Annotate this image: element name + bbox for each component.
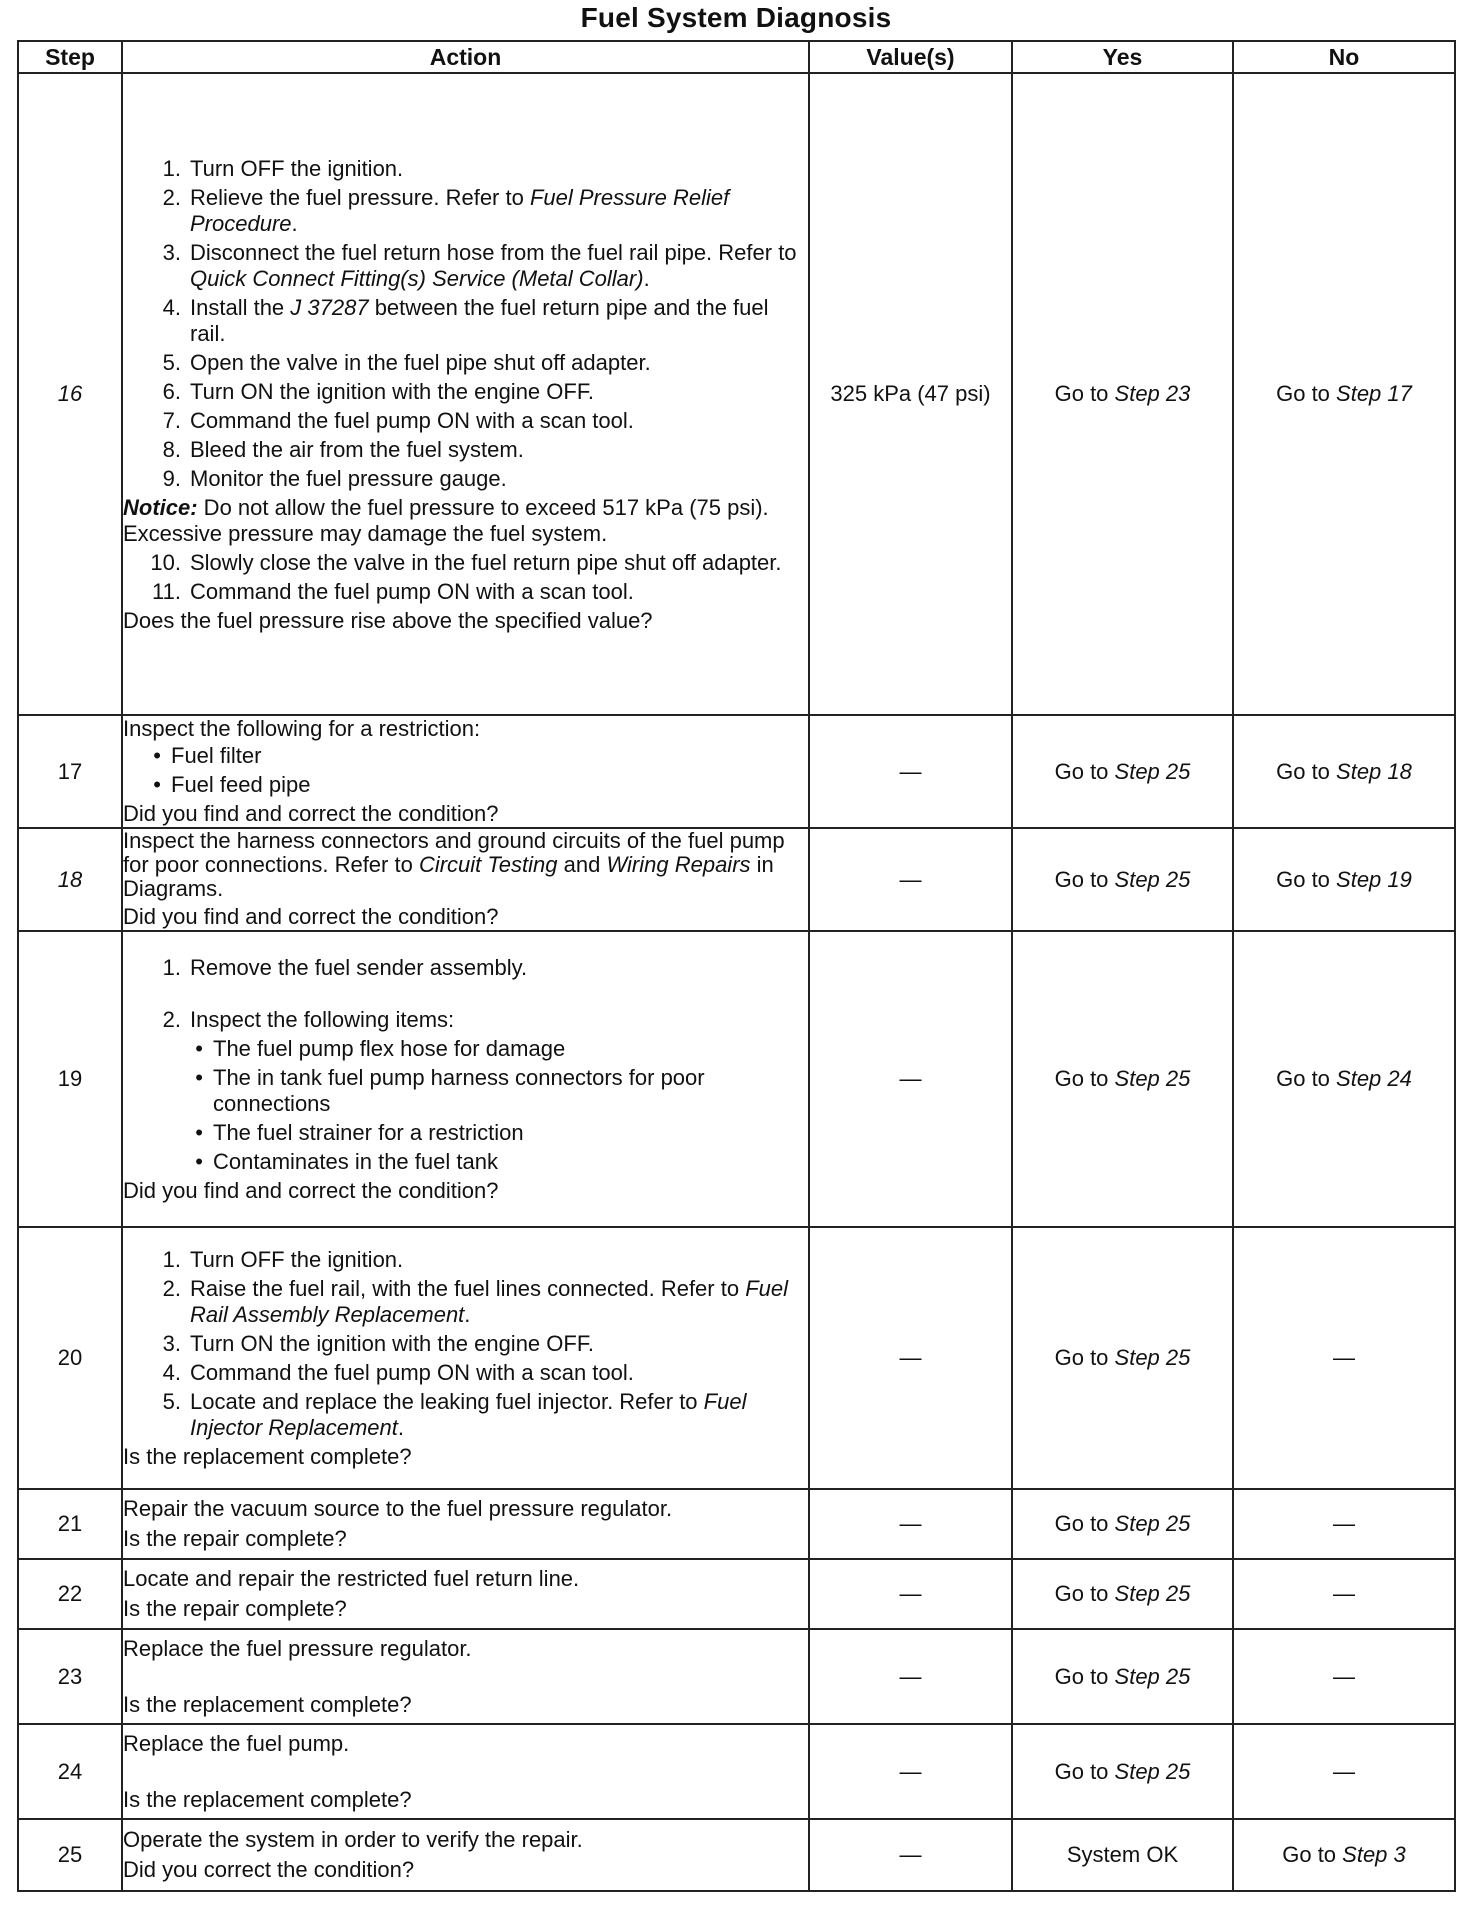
action-cell — [122, 828, 809, 931]
table-row-step-24 — [18, 1724, 1455, 1819]
list-item: 1. Remove the fuel sender assembly. — [162, 955, 528, 980]
no-cell: — — [1233, 1629, 1455, 1724]
list-item: 2. Raise the fuel rail, with the fuel lines connected. Refer to Fuel Rail Assembly Replacement. — [162, 1276, 788, 1327]
yes-cell: Go to Step 25 — [1012, 828, 1233, 931]
no-cell: — — [1233, 1227, 1455, 1489]
yes-cell: Go to Step 25 — [1012, 931, 1233, 1227]
no-cell: Go to Step 19 — [1233, 828, 1455, 931]
list-item: 2. Relieve the fuel pressure. Refer to Fuel Pressure Relief Procedure. — [162, 184, 730, 236]
list-item: 2. Inspect the following items: — [162, 1007, 455, 1032]
header-values: Value(s) — [809, 41, 1012, 73]
header-action: Action — [122, 41, 809, 73]
yes-cell: Go to Step 25 — [1012, 715, 1233, 828]
value-cell: — — [809, 715, 1012, 828]
value-cell: — — [809, 828, 1012, 931]
action-text: Locate and repair the restricted fuel return line. — [123, 1566, 580, 1591]
step-number: 19 — [18, 931, 122, 1227]
action-text: Repair the vacuum source to the fuel pressure regulator. — [123, 1496, 673, 1521]
header-yes: Yes — [1012, 41, 1233, 73]
list-item: 10. Slowly close the valve in the fuel return pipe shut off adapter. — [150, 549, 782, 575]
action-text: Replace the fuel pressure regulator. — [123, 1635, 472, 1661]
step-number: 17 — [18, 715, 122, 828]
list-item: 11. Command the fuel pump ON with a scan tool. — [152, 578, 634, 604]
no-cell: Go to Step 3 — [1233, 1819, 1455, 1891]
action-cell — [122, 1819, 809, 1891]
list-item: • The fuel strainer for a restriction — [195, 1120, 524, 1145]
step-number: 21 — [18, 1489, 122, 1559]
no-cell: Go to Step 24 — [1233, 931, 1455, 1227]
value-cell: — — [809, 1559, 1012, 1629]
header-row — [18, 41, 1455, 73]
action-text: Inspect the harness connectors and ground circuits of the fuel pump for poor connections. Refer to Circuit Testing and Wiring Repairs in Diagrams. — [123, 828, 785, 901]
no-cell: Go to Step 18 — [1233, 715, 1455, 828]
table-row-step-25 — [18, 1819, 1455, 1891]
table-row-step-18 — [18, 828, 1455, 931]
question-text: Is the replacement complete? — [123, 1444, 412, 1469]
list-item: 1. Turn OFF the ignition. — [162, 1247, 404, 1272]
action-cell — [122, 1227, 809, 1489]
action-text: Operate the system in order to verify the repair. — [123, 1827, 583, 1852]
list-item: 4. Command the fuel pump ON with a scan tool. — [162, 1360, 634, 1385]
list-item: • The in tank fuel pump harness connectors for poor connections — [195, 1065, 705, 1116]
table-row-step-20 — [18, 1227, 1455, 1489]
table-row-step-22 — [18, 1559, 1455, 1629]
list-item: 5. Open the valve in the fuel pipe shut off adapter. — [162, 349, 651, 375]
list-item: 5. Locate and replace the leaking fuel injector. Refer to Fuel Injector Replacement. — [162, 1389, 747, 1440]
yes-cell: Go to Step 23 — [1012, 73, 1233, 715]
question-text: Is the replacement complete? — [123, 1691, 412, 1717]
list-item: • Fuel filter — [153, 743, 262, 768]
value-cell: — — [809, 1629, 1012, 1724]
list-item: 8. Bleed the air from the fuel system. — [162, 436, 524, 462]
action-cell — [122, 1489, 809, 1559]
question-text: Did you correct the condition? — [123, 1857, 415, 1882]
list-item: 6. Turn ON the ignition with the engine OFF. — [162, 378, 594, 404]
header-step: Step — [18, 41, 122, 73]
diagnosis-table — [17, 40, 1456, 1892]
value-cell: — — [809, 1819, 1012, 1891]
notice-text: Notice: Do not allow the fuel pressure to exceed 517 kPa (75 psi). Excessive pressure may damage the fuel system. — [123, 494, 769, 546]
yes-cell: Go to Step 25 — [1012, 1489, 1233, 1559]
step-number: 23 — [18, 1629, 122, 1724]
action-cell — [122, 73, 809, 715]
list-item: • Contaminates in the fuel tank — [195, 1149, 498, 1174]
value-cell: — — [809, 1724, 1012, 1819]
list-item: 1. Turn OFF the ignition. — [162, 155, 404, 181]
value-cell: 325 kPa (47 psi) — [809, 73, 1012, 715]
step-number: 18 — [18, 828, 122, 931]
question-text: Does the fuel pressure rise above the specified value? — [123, 607, 653, 633]
no-cell: Go to Step 17 — [1233, 73, 1455, 715]
no-cell: — — [1233, 1724, 1455, 1819]
list-item: • The fuel pump flex hose for damage — [195, 1036, 566, 1061]
table-row-step-17 — [18, 715, 1455, 828]
value-cell: — — [809, 1227, 1012, 1489]
yes-cell: Go to Step 25 — [1012, 1559, 1233, 1629]
question-text: Is the repair complete? — [123, 1526, 347, 1551]
list-item: 3. Disconnect the fuel return hose from the fuel rail pipe. Refer to Quick Connect Fitting(s) Service (Metal Collar). — [162, 239, 797, 291]
action-cell — [122, 931, 809, 1227]
question-text: Is the repair complete? — [123, 1596, 347, 1621]
yes-cell: Go to Step 25 — [1012, 1629, 1233, 1724]
action-cell — [122, 1629, 809, 1724]
value-cell: — — [809, 931, 1012, 1227]
no-cell: — — [1233, 1559, 1455, 1629]
table-row-step-19 — [18, 931, 1455, 1227]
action-cell — [122, 715, 809, 828]
yes-cell: Go to Step 25 — [1012, 1724, 1233, 1819]
step-number: 25 — [18, 1819, 122, 1891]
table-row-step-21 — [18, 1489, 1455, 1559]
yes-cell: System OK — [1012, 1819, 1233, 1891]
step-number: 24 — [18, 1724, 122, 1819]
action-text: Replace the fuel pump. — [123, 1730, 350, 1756]
action-cell — [122, 1724, 809, 1819]
list-item: 4. Install the J 37287 between the fuel return pipe and the fuel rail. — [162, 294, 769, 346]
action-cell — [122, 1559, 809, 1629]
value-cell: — — [809, 1489, 1012, 1559]
question-text: Did you find and correct the condition? — [123, 904, 499, 929]
step-number: 20 — [18, 1227, 122, 1489]
list-item: 3. Turn ON the ignition with the engine OFF. — [162, 1331, 594, 1356]
list-item: • Fuel feed pipe — [153, 772, 311, 797]
question-text: Is the replacement complete? — [123, 1786, 412, 1812]
table-row-step-16 — [18, 73, 1455, 715]
question-text: Did you find and correct the condition? — [123, 801, 499, 826]
list-item: 9. Monitor the fuel pressure gauge. — [162, 465, 507, 491]
table-row-step-23 — [18, 1629, 1455, 1724]
list-item: 7. Command the fuel pump ON with a scan tool. — [162, 407, 634, 433]
page-title: Fuel System Diagnosis — [580, 2, 892, 33]
step-number: 22 — [18, 1559, 122, 1629]
action-text: Inspect the following for a restriction: — [123, 716, 481, 741]
question-text: Did you find and correct the condition? — [123, 1178, 499, 1203]
yes-cell: Go to Step 25 — [1012, 1227, 1233, 1489]
step-number: 16 — [18, 73, 122, 715]
no-cell: — — [1233, 1489, 1455, 1559]
header-no: No — [1233, 41, 1455, 73]
